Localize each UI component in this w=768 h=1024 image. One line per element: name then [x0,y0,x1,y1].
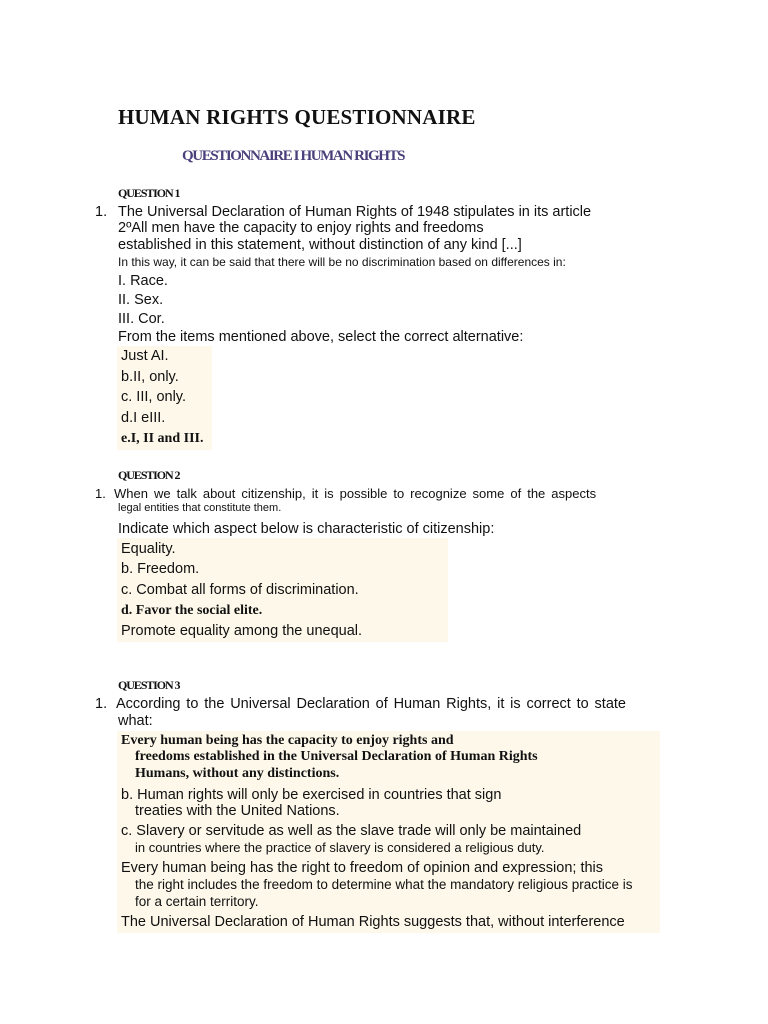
question-1-label: QUESTION 1 [118,186,180,200]
q3-option-e-line-1[interactable]: The Universal Declaration of Human Rights suggests that, without interference [121,914,625,930]
q3-line-1 [116,696,678,712]
q3-option-b-line-2: treaties with the United Nations. [135,803,340,819]
q2-option-d[interactable]: d. Favor the social elite. [121,603,263,618]
q2-line-1 [114,486,647,501]
q3-line-2: what: [118,713,153,729]
q3-option-b-line-1[interactable]: b. Human rights will only be exercised in countries that sign [121,787,502,803]
q3-number: 1. [95,696,108,712]
q3-option-a-line-1[interactable]: Every human being has the capacity to enjoy rights and [121,733,454,748]
question-2-label: QUESTION 2 [118,468,180,482]
q3-option-d-line-3: for a certain territory. [135,894,259,909]
q1-prompt: From the items mentioned above, select the correct alternative: [118,329,524,345]
q1-option-b[interactable]: b.II, only. [121,369,179,385]
q3-option-a-line-3: Humans, without any distinctions. [135,766,340,781]
q1-option-a[interactable]: Just AI. [121,348,169,364]
q2-option-a[interactable]: Equality. [121,541,176,557]
q3-option-c-line-2: in countries where the practice of slavery is considered a religious duty. [135,840,545,855]
document-subtitle: QUESTIONNAIRE I HUMAN RIGHTS [182,148,405,164]
q2-line-1-text: When we talk about citizenship, it is possible to recognize some of the aspects [114,486,597,501]
q1-line-2: 2ºAll men have the capacity to enjoy rights and freedoms [118,220,484,236]
q2-prompt: Indicate which aspect below is characteristic of citizenship: [118,521,495,537]
q3-option-a-line-2: freedoms established in the Universal Declaration of Human Rights [135,749,538,764]
q2-option-c[interactable]: c. Combat all forms of discrimination. [121,582,359,598]
document-title: HUMAN RIGHTS QUESTIONNAIRE [118,105,476,129]
q2-line-2: legal entities that constitute them. [118,502,282,514]
q2-option-e[interactable]: Promote equality among the unequal. [121,623,363,639]
q1-option-c[interactable]: c. III, only. [121,389,187,405]
q1-number: 1. [95,204,108,220]
q1-item-1: I. Race. [118,273,168,289]
q3-line-1-text: According to the Universal Declaration of Human Rights, it is correct to state [116,696,626,712]
q3-option-c-line-1[interactable]: c. Slavery or servitude as well as the slave trade will only be maintained [121,823,582,839]
q3-option-d-line-1[interactable]: Every human being has the right to freedom of opinion and expression; this [121,860,604,876]
q3-option-d-line-2: the right includes the freedom to determine what the mandatory religious practice is [135,877,633,892]
q1-line-3: established in this statement, without distinction of any kind [...] [118,237,522,253]
question-3-label: QUESTION 3 [118,678,180,692]
q1-option-e[interactable]: e.I, II and III. [121,431,204,446]
q1-option-d[interactable]: d.I eIII. [121,410,166,426]
q1-line-1-text: The Universal Declaration of Human Rights of 1948 stipulates in its article [118,204,592,220]
q2-number: 1. [95,486,106,501]
q2-option-b[interactable]: b. Freedom. [121,561,200,577]
q1-item-3: III. Cor. [118,311,165,327]
q1-line-1 [118,204,661,220]
q1-line-4: In this way, it can be said that there will be no discrimination based on differences in: [118,255,566,269]
q1-item-2: II. Sex. [118,292,164,308]
